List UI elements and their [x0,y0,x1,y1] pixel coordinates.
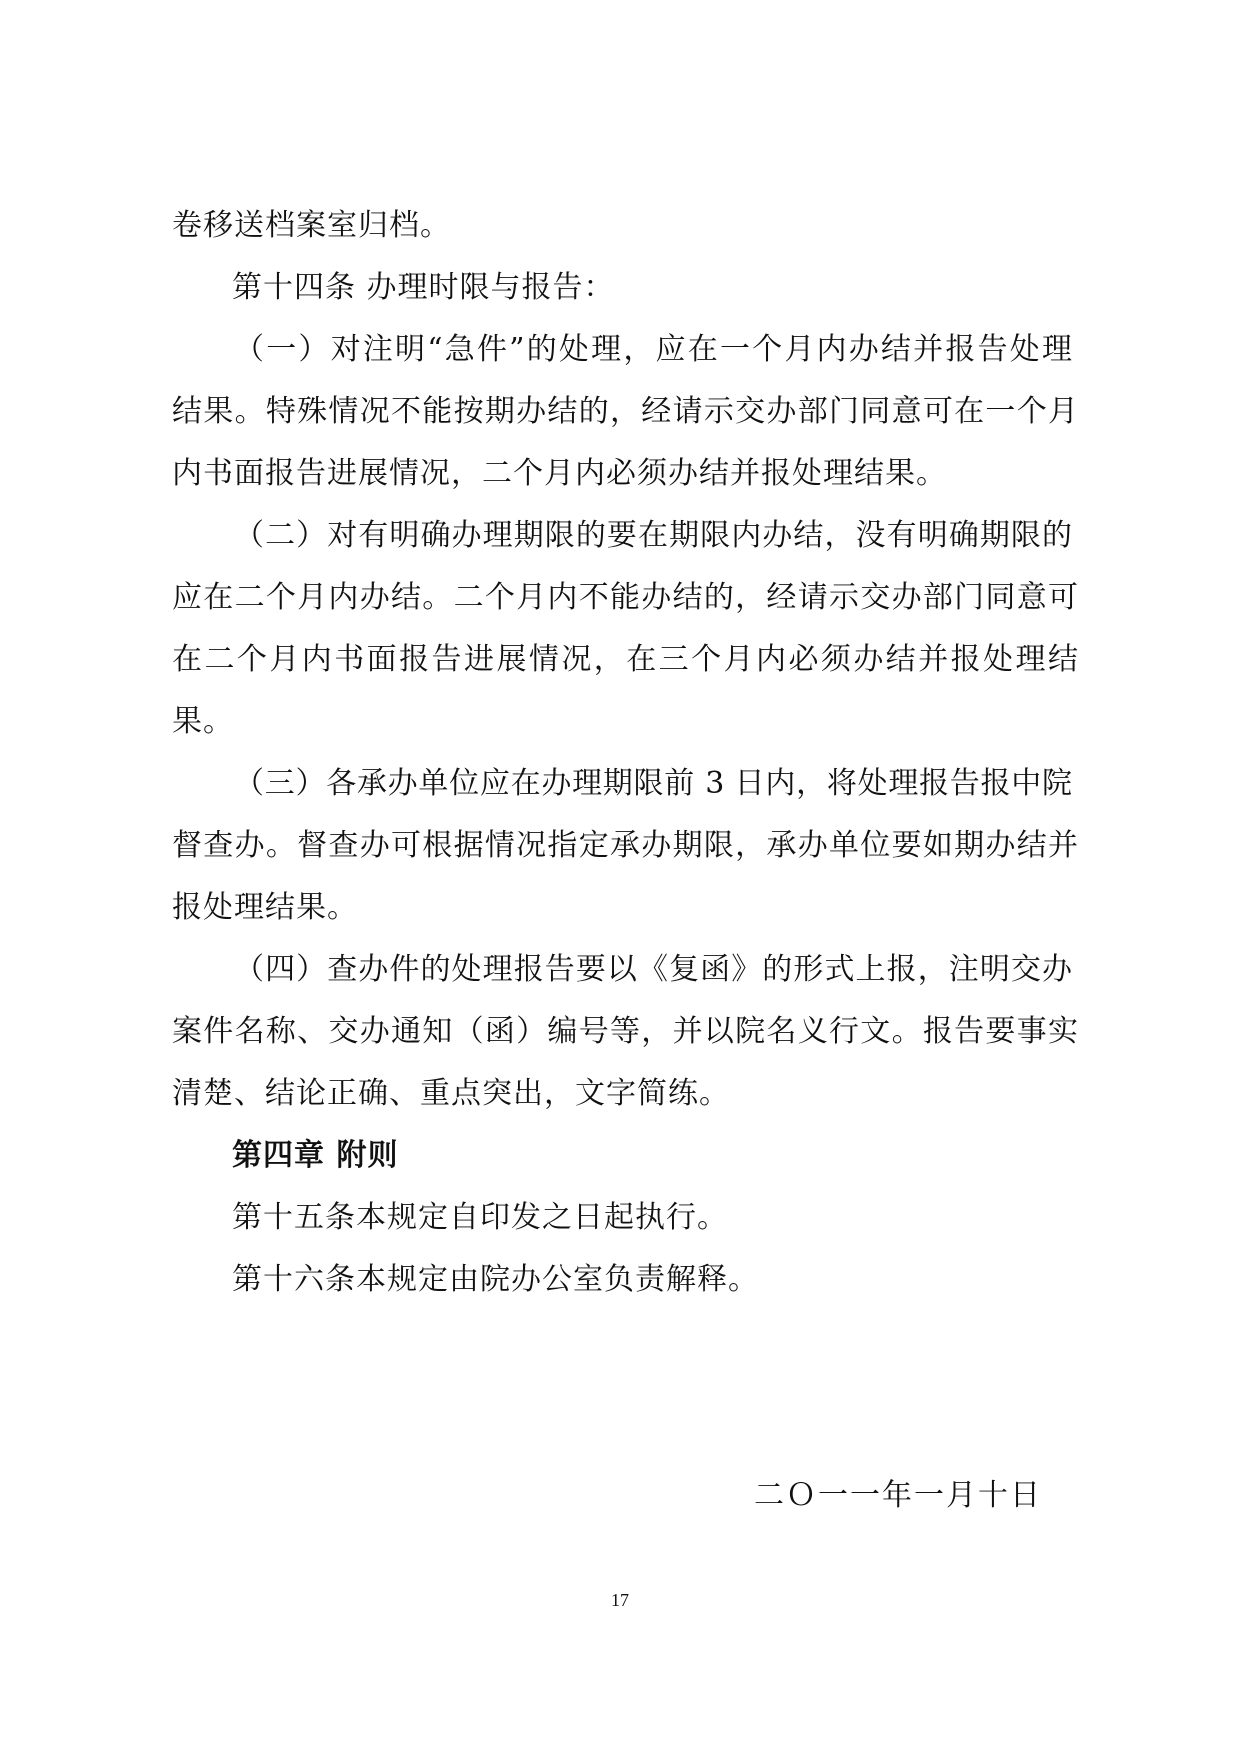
paragraph-line: （一）对注明“急件”的处理，应在一个月内办结并报告处理 [234,332,1072,367]
issue-date: 二Ｏ一一年一月十日 [754,1478,1042,1513]
paragraph-line: 清楚、结论正确、重点突出，文字简练。 [172,1076,730,1111]
page-number: 17 [611,1590,629,1610]
article-16: 第十六条本规定由院办公室负责解释。 [232,1262,759,1297]
paragraph-line: 应在二个月内办结。二个月内不能办结的，经请示交办部门同意可 [172,580,1078,615]
paragraph-line: 在二个月内书面报告进展情况，在三个月内必须办结并报处理结 [172,642,1078,677]
article-15: 第十五条本规定自印发之日起执行。 [232,1200,728,1235]
article-14-title: 第十四条 办理时限与报告： [232,270,615,305]
paragraph-line: 督查办。督查办可根据情况指定承办期限，承办单位要如期办结并 [172,828,1078,863]
chapter-heading: 第四章 附则 [232,1138,399,1173]
paragraph-line: 内书面报告进展情况，二个月内必须办结并报处理结果。 [172,456,947,491]
paragraph-line: 案件名称、交办通知（函）编号等，并以院名义行文。报告要事实 [172,1014,1078,1049]
paragraph-line: 果。 [172,704,234,739]
paragraph-line: 结果。特殊情况不能按期办结的，经请示交办部门同意可在一个月 [172,394,1078,429]
paragraph-line: 报处理结果。 [172,890,358,925]
paragraph-line: （四）查办件的处理报告要以《复函》的形式上报，注明交办 [234,952,1072,987]
paragraph-line: （二）对有明确办理期限的要在期限内办结，没有明确期限的 [234,518,1072,553]
paragraph-line: 卷移送档案室归档。 [172,208,451,243]
paragraph-line: （三）各承办单位应在办理期限前 3 日内，将处理报告报中院 [234,766,1072,801]
